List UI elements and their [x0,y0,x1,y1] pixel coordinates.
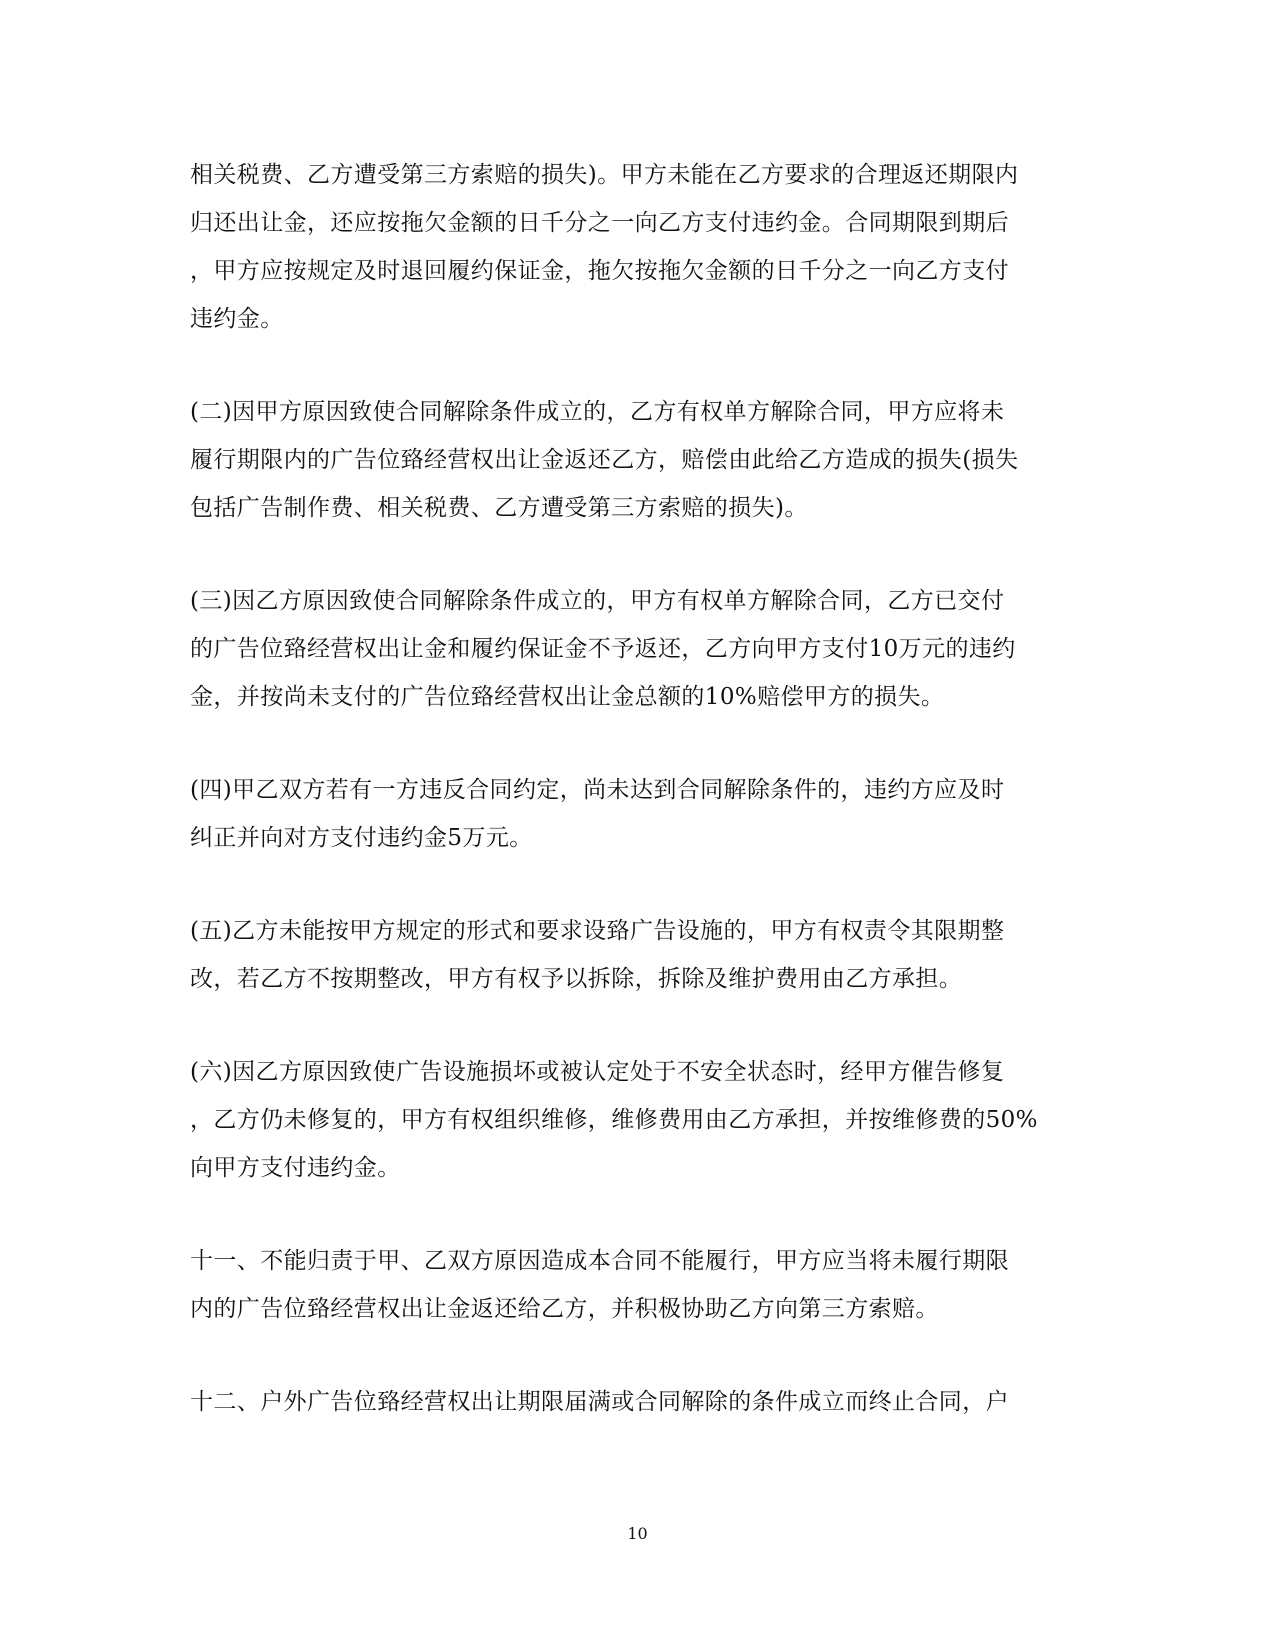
text-line: 履行期限内的广告位臵经营权出让金返还乙方，赔偿由此给乙方造成的损失(损失 [190,447,1019,473]
text-line: 金，并按尚未支付的广告位臵经营权出让金总额的10%赔偿甲方的损失。 [190,684,945,710]
text-line: 向甲方支付违约金。 [190,1155,401,1181]
text-line: (六)因乙方原因致使广告设施损坏或被认定处于不安全状态时，经甲方催告修复 [190,1059,1005,1085]
text-line: 十一、不能归责于甲、乙双方原因造成本合同不能履行，甲方应当将未履行期限 [190,1248,1009,1274]
page-number: 10 [627,1524,648,1543]
text-line: 违约金。 [190,306,284,332]
text-line: 纠正并向对方支付违约金5万元。 [190,825,533,851]
text-line: ，甲方应按规定及时退回履约保证金，拖欠按拖欠金额的日千分之一向乙方支付 [190,258,1009,284]
text-line: 归还出让金，还应按拖欠金额的日千分之一向乙方支付违约金。合同期限到期后 [190,210,1009,236]
text-line: (三)因乙方原因致使合同解除条件成立的，甲方有权单方解除合同，乙方已交付 [190,588,1005,614]
text-line: 包括广告制作费、相关税费、乙方遭受第三方索赔的损失)。 [190,495,808,521]
text-line: (二)因甲方原因致使合同解除条件成立的，乙方有权单方解除合同，甲方应将未 [190,399,1005,425]
text-line: 相关税费、乙方遭受第三方索赔的损失)。甲方未能在乙方要求的合理返还期限内 [190,162,1019,188]
text-line: (五)乙方未能按甲方规定的形式和要求设臵广告设施的，甲方有权责令其限期整 [190,918,1005,944]
text-line: 的广告位臵经营权出让金和履约保证金不予返还，乙方向甲方支付10万元的违约 [190,636,1016,662]
text-line: 内的广告位臵经营权出让金返还给乙方，并积极协助乙方向第三方索赔。 [190,1296,939,1322]
text-line: 十二、户外广告位臵经营权出让期限届满或合同解除的条件成立而终止合同，户 [190,1389,1009,1415]
text-line: ，乙方仍未修复的，甲方有权组织维修，维修费用由乙方承担，并按维修费的50% [190,1107,1038,1133]
text-line: (四)甲乙双方若有一方违反合同约定，尚未达到合同解除条件的，违约方应及时 [190,777,1005,803]
text-line: 改，若乙方不按期整改，甲方有权予以拆除，拆除及维护费用由乙方承担。 [190,966,963,992]
